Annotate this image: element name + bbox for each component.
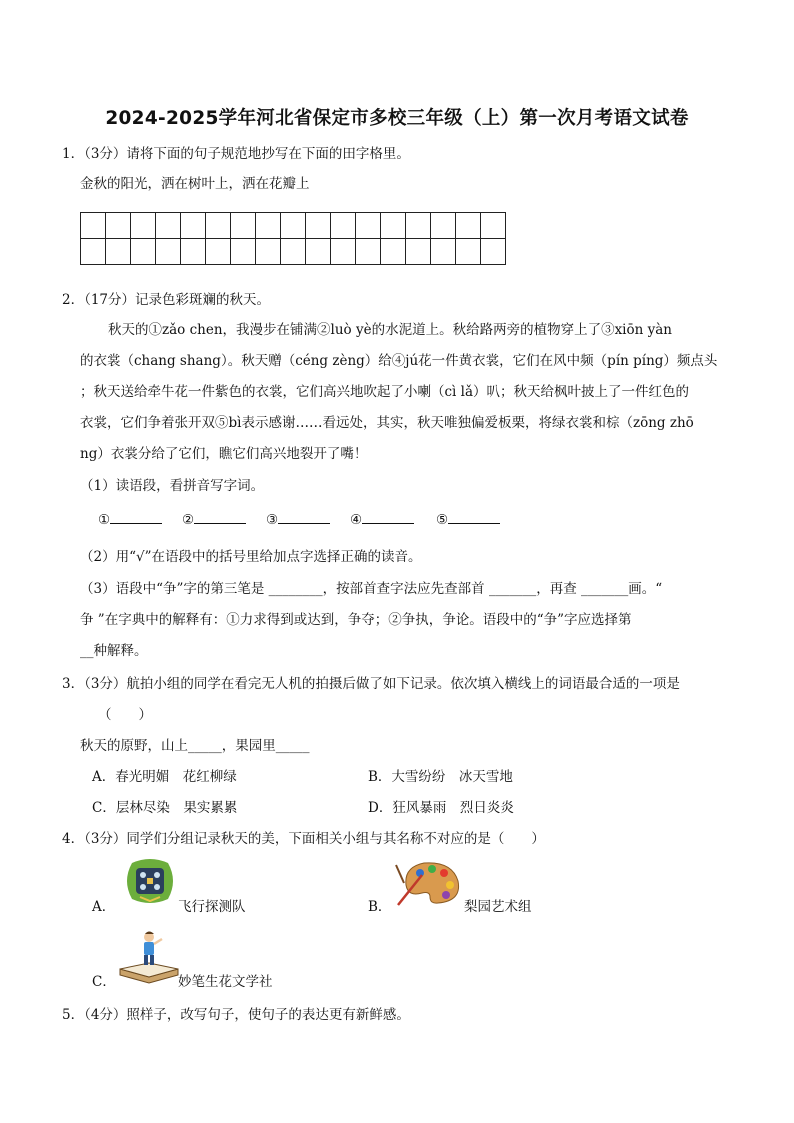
q5-stem: 5．（4分）照样子，改写句子，使句子的表达更有新鲜感。 — [62, 1007, 410, 1023]
grid-cell[interactable] — [256, 213, 281, 239]
q2-passage-line: 衣裳，它们争着张开双⑤bì表示感谢……看远处，其实，秋天唯独偏爱板栗，将绿衣裳和棕（zōng zhō — [80, 415, 694, 431]
q4-stem: 4．（3分）同学们分组记录秋天的美，下面相关小组与其名称不对应的是（ ） — [62, 831, 545, 847]
answer-blank-1[interactable]: ① — [98, 511, 162, 529]
grid-cell[interactable] — [356, 213, 381, 239]
grid-cell[interactable] — [431, 239, 456, 265]
tianzige-grid — [80, 212, 506, 265]
answer-blank-2[interactable]: ② — [182, 511, 246, 529]
q3-answer-paren: （ ） — [98, 707, 152, 723]
answer-blank-5[interactable]: ⑤ — [436, 511, 500, 529]
q4-option-b-text: 梨园艺术组 — [464, 899, 532, 915]
grid-cell[interactable] — [306, 239, 331, 265]
grid-cell[interactable] — [181, 239, 206, 265]
grid-cell[interactable] — [106, 213, 131, 239]
grid-cell[interactable] — [181, 213, 206, 239]
q3-option-d[interactable]: D．狂风暴雨 烈日炎炎 — [368, 800, 514, 816]
q1-stem: 1．（3分）请将下面的句子规范地抄写在下面的田字格里。 — [62, 146, 410, 162]
grid-cell[interactable] — [81, 213, 106, 239]
q2-stem: 2．（17分）记录色彩斑斓的秋天。 — [62, 292, 271, 308]
grid-cell[interactable] — [331, 213, 356, 239]
grid-cell[interactable] — [481, 213, 506, 239]
grid-cell[interactable] — [456, 239, 481, 265]
grid-cell[interactable] — [156, 213, 181, 239]
q4-option-c-letter[interactable]: C． — [92, 974, 116, 990]
q2-sub2: （2）用“√”在语段中的括号里给加点字选择正确的读音。 — [80, 549, 422, 565]
drone-icon — [122, 857, 178, 905]
q3-option-a[interactable]: A．春光明媚 花红柳绿 — [92, 769, 237, 785]
palette-icon — [394, 857, 464, 909]
grid-cell[interactable] — [356, 239, 381, 265]
page-title: 2024-2025学年河北省保定市多校三年级（上）第一次月考语文试卷 — [105, 108, 689, 129]
q2-passage-line: 秋天的①zǎo chen，我漫步在铺满②luò yè的水泥道上。秋给路两旁的植物穿上了③xiōn yàn — [108, 322, 672, 338]
grid-cell[interactable] — [381, 239, 406, 265]
grid-cell[interactable] — [281, 239, 306, 265]
grid-cell[interactable] — [106, 239, 131, 265]
grid-cell[interactable] — [256, 239, 281, 265]
q2-sub1: （1）读语段，看拼音写字词。 — [80, 478, 265, 494]
grid-cell[interactable] — [206, 239, 231, 265]
grid-cell[interactable] — [131, 213, 156, 239]
grid-cell[interactable] — [281, 213, 306, 239]
grid-cell[interactable] — [406, 213, 431, 239]
q2-sub3-line2: 争 ”在字典中的解释有：①力求得到或达到，争夺；②争执，争论。语段中的“争”字应选择第 — [80, 612, 632, 628]
q2-sub3-line1: （3）语段中“争”字的第三笔是 ________，按部首查字法应先查部首 _______，再查 _______画。“ — [80, 581, 663, 597]
q1-sentence: 金秋的阳光，洒在树叶上，洒在花瓣上 — [80, 176, 310, 192]
grid-cell[interactable] — [456, 213, 481, 239]
q2-passage-line: ng）衣裳分给了它们，瞧它们高兴地裂开了嘴！ — [80, 446, 368, 462]
q3-option-c[interactable]: C．层林尽染 果实累累 — [92, 800, 238, 816]
q4-option-b-letter[interactable]: B． — [368, 899, 392, 915]
q4-option-a-letter[interactable]: A． — [92, 899, 116, 915]
answer-blank-3[interactable]: ③ — [266, 511, 330, 529]
q3-sentence: 秋天的原野，山上_____，果园里_____ — [80, 738, 310, 754]
grid-cell[interactable] — [156, 239, 181, 265]
grid-cell[interactable] — [481, 239, 506, 265]
grid-cell[interactable] — [381, 213, 406, 239]
answer-blank-4[interactable]: ④ — [350, 511, 414, 529]
grid-cell[interactable] — [131, 239, 156, 265]
grid-cell[interactable] — [231, 213, 256, 239]
grid-cell[interactable] — [231, 239, 256, 265]
q4-option-a-text: 飞行探测队 — [178, 899, 246, 915]
q3-option-b[interactable]: B．大雪纷纷 冰天雪地 — [368, 769, 513, 785]
q2-passage-line: ；秋天送给牵牛花一件紫色的衣裳，它们高兴地吹起了小喇（cì lǎ）叭；秋天给枫叶披上了一件红色的 — [80, 384, 690, 400]
q2-passage-line: 的衣裳（chang shang）。秋天赠（céng zèng）给④jú花一件黄衣裳，它们在风中频（pín píng）频点头 — [80, 353, 718, 369]
grid-cell[interactable] — [431, 213, 456, 239]
grid-cell[interactable] — [81, 239, 106, 265]
q4-option-c-text: 妙笔生花文学社 — [178, 974, 273, 990]
grid-cell[interactable] — [406, 239, 431, 265]
grid-cell[interactable] — [331, 239, 356, 265]
grid-cell[interactable] — [206, 213, 231, 239]
q3-stem: 3．（3分）航拍小组的同学在看完无人机的拍摄后做了如下记录。依次填入横线上的词语最合适的一项是 — [62, 676, 680, 692]
q2-sub3-line3: __种解释。 — [80, 643, 148, 659]
book-reader-icon — [118, 929, 180, 987]
grid-cell[interactable] — [306, 213, 331, 239]
